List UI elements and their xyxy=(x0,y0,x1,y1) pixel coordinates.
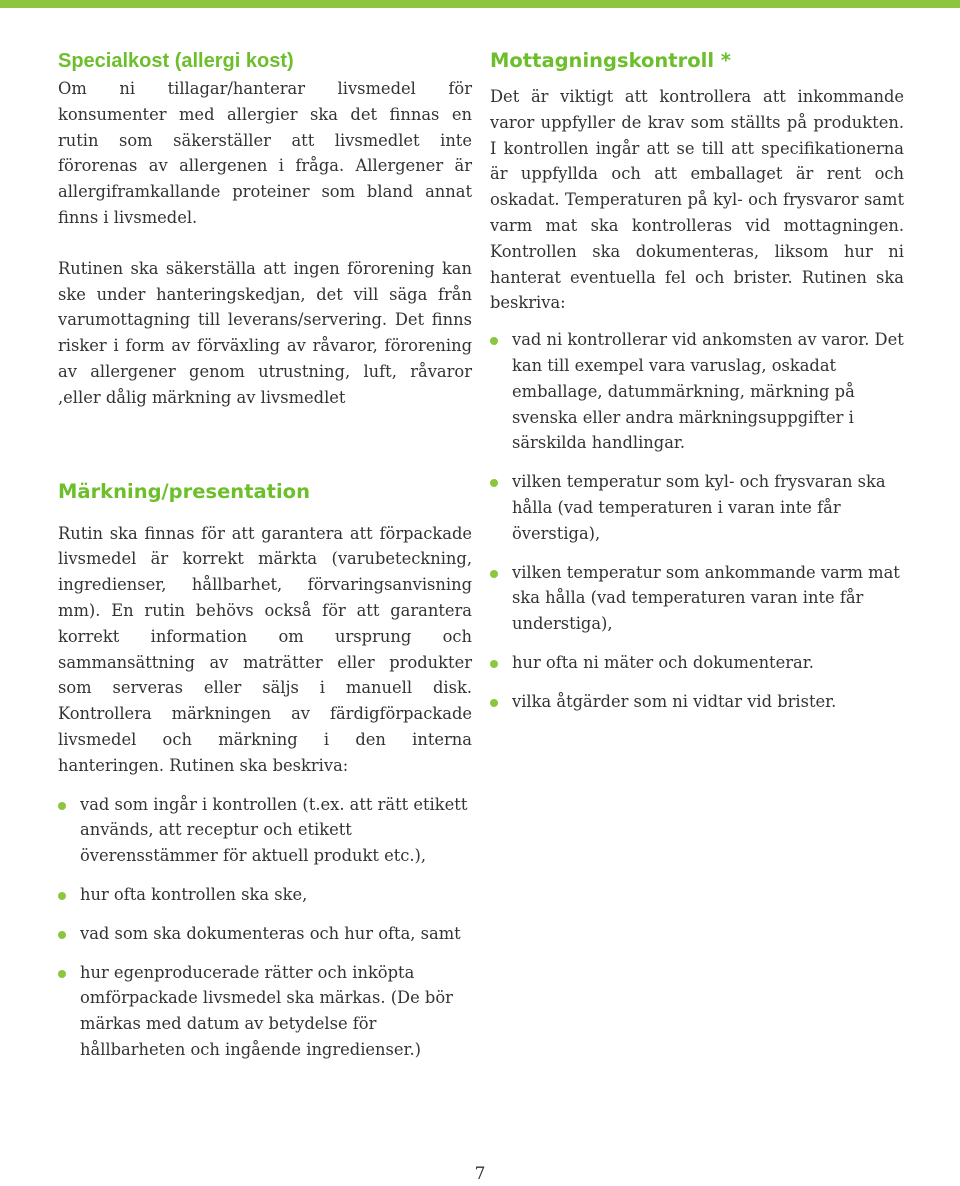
section-title-reception-control: Mottagningskontroll * xyxy=(490,49,731,72)
paragraph-marking: Rutin ska finnas för att garantera att förpackade livsmedel är korrekt märkta (varubeteckning, ingredienser, hållbarhet, förvaringsanvisning mm). En rutin behövs också för att garantera korrekt information om ursprung och sammansättning av maträtter eller produkter som serveras eller säljs i manuell disk. Kontrollera märkningen av färdigförpackade livsmedel och märkning i den interna hanteringen. Rutinen ska beskriva: xyxy=(58,523,472,775)
list-item: hur ofta ni mäter och dokumenterar. xyxy=(490,650,904,676)
bullet-icon xyxy=(490,699,498,707)
list-item: vad ni kontrollerar vid ankomsten av varor. Det kan till exempel vara varuslag, oskadat emballage, datummärkning, märkning på svenska eller andra märkningsuppgifter i särskilda handlingar. xyxy=(490,327,904,456)
paragraph-allergy-routine: Rutinen ska säkerställa att ingen förorening kan ske under hanteringskedjan, det vill säga från varumottagning till leverans/servering. Det finns risker i form av förväxling av råvaror, förorening av allergener genom utrustning, luft, råvaror ,eller dålig märkning av livsmedlet xyxy=(58,258,472,407)
bullet-icon xyxy=(490,479,498,487)
list-item: hur egenproducerade rätter och inköpta omförpackade livsmedel ska märkas. (De bör märkas med datum av betydelse för hållbarheten och ingående ingredienser.) xyxy=(58,960,472,1063)
list-item: vilken temperatur som kyl- och frysvaran ska hålla (vad temperaturen i varan inte får överstiga), xyxy=(490,469,904,546)
section-title-specialkost: Specialkost (allergi kost) xyxy=(58,50,294,72)
list-item: vad som ingår i kontrollen (t.ex. att rätt etikett används, att receptur och etikett överensstämmer för aktuell produkt etc.), xyxy=(58,792,472,869)
right-column xyxy=(490,50,904,715)
left-column xyxy=(58,50,472,1063)
bullet-icon xyxy=(58,931,66,939)
bullet-icon xyxy=(58,970,66,978)
top-accent-bar xyxy=(0,0,960,8)
paragraph-reception-control: Det är viktigt att kontrollera att inkommande varor uppfyller de krav som ställts på produkten. I kontrollen ingår att se till att specifikationerna är uppfyllda och att emballaget är rent och oskadat. Temperaturen på kyl- och frysvaror samt varm mat ska kontrolleras vid mottagningen. Kontrollen ska dokumenteras, liksom hur ni hanterat eventuella fel och brister. Rutinen ska beskriva: xyxy=(490,87,904,313)
bullet-icon xyxy=(58,892,66,900)
list-item: vilken temperatur som ankommande varm mat ska hålla (vad temperaturen varan inte får understiga), xyxy=(490,560,904,637)
reception-bullet-list xyxy=(490,327,904,714)
marking-bullet-list xyxy=(58,792,472,1063)
bullet-icon xyxy=(490,660,498,668)
page-number: 7 xyxy=(474,1164,486,1184)
bullet-icon xyxy=(490,570,498,578)
bullet-icon xyxy=(58,802,66,810)
list-item: hur ofta kontrollen ska ske, xyxy=(58,882,472,908)
list-item: vad som ska dokumenteras och hur ofta, samt xyxy=(58,921,472,947)
list-item: vilka åtgärder som ni vidtar vid brister. xyxy=(490,689,904,715)
section-title-marking: Märkning/presentation xyxy=(58,479,310,503)
bullet-icon xyxy=(490,337,498,345)
paragraph-allergy-intro: Om ni tillagar/hanterar livsmedel för konsumenter med allergier ska det finnas en rutin som säkerställer att livsmedlet inte förorenas av allergenen i fråga. Allergener är allergiframkallande proteiner som bland annat finns i livsmedel. xyxy=(58,79,472,227)
